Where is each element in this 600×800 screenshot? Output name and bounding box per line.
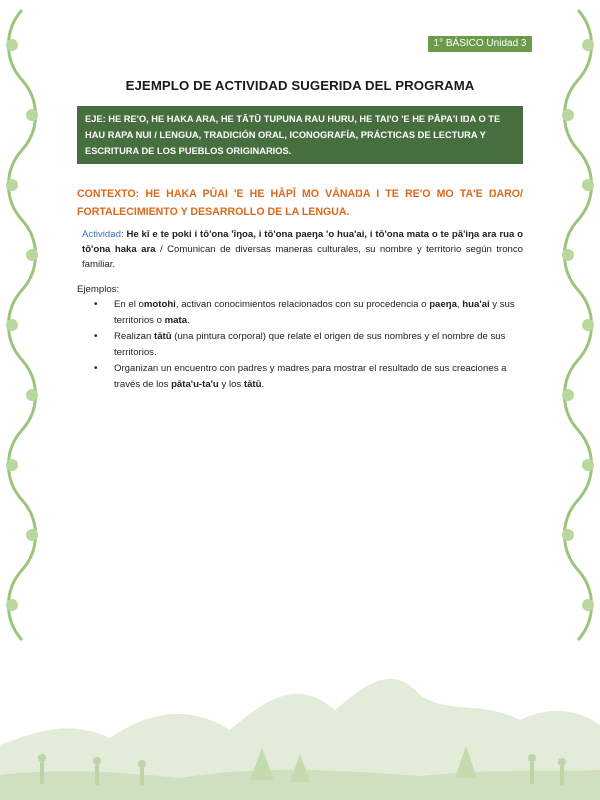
- item-text: ,: [456, 299, 463, 310]
- contexto-heading: CONTEXTO: HE HAKA PŪAI 'E HE HĀPĪ MO VĀNAŊA I TE RE'O MO TA'E ŊARO/ FORTALECIMIENTO Y DESARROLLO DE LA LENGUA.: [77, 188, 523, 218]
- item-text: .: [261, 379, 265, 390]
- item-bold-term: motohi: [143, 299, 176, 310]
- bullet-icon: •: [94, 363, 98, 374]
- item-bold-term: paeŋa: [429, 299, 457, 310]
- item-text: Organizan un encuentro con padres y madres para mostrar el resultado de sus creaciones a través de los: [114, 363, 507, 390]
- item-text: , activan conocimientos relacionados con su procedencia o: [175, 299, 430, 310]
- landscape-illustration: [0, 650, 600, 800]
- item-bold-term: tātū: [243, 379, 262, 390]
- bullet-icon: •: [94, 299, 98, 310]
- examples-label: Ejemplos:: [77, 284, 120, 295]
- item-text: y los: [218, 379, 244, 390]
- item-text: Realizan: [114, 331, 154, 342]
- activity-description: [82, 227, 523, 272]
- decorative-left-border: [0, 0, 44, 650]
- item-bold-term: hua'ai: [462, 299, 490, 310]
- bullet-icon: •: [94, 331, 98, 342]
- decorative-right-border: [556, 0, 600, 650]
- activity-label: Actividad: [82, 229, 121, 240]
- item-text: .: [187, 315, 190, 326]
- activity-spanish-text: / Comunican de diversas maneras culturales, su nombre y territorio según tronco familiar.: [82, 244, 523, 270]
- examples-list: [92, 297, 523, 393]
- item-bold-term: mata: [164, 315, 188, 326]
- activity-colon: :: [120, 229, 127, 240]
- item-bold-term: tātū: [154, 331, 172, 342]
- page-title: EJEMPLO DE ACTIVIDAD SUGERIDA DEL PROGRAMA: [125, 78, 475, 93]
- list-item: [92, 297, 523, 329]
- list-item: [92, 361, 523, 393]
- item-text: y sus territorios o: [114, 299, 515, 326]
- eje-box: EJE: HE RE'O, HE HAKA ARA, HE TĀTŪ TUPUNA RAU HURU, HE TAI'O 'E HE PĀPA'I IŊA O TE HAU RAPA NUI / LENGUA, TRADICIÓN ORAL, ICONOGRAFÍA, PRÁCTICAS DE LECTURA Y ESCRITURA DE LOS PUEBLOS ORIGINARIOS.: [77, 106, 523, 164]
- item-bold-term: pāta'u-ta'u: [171, 379, 219, 390]
- list-item: [92, 329, 523, 361]
- activity-rapanui-text: He kī e te poki i tō'ona 'īŋoa, i tō'ona paeŋa 'o hua'ai, i tō'ona mata o te pā'iŋa ara rua o tō'ona haka ara: [82, 229, 523, 255]
- item-text: (una pintura corporal) que relate el origen de sus nombres y el nombre de sus territorios.: [114, 331, 506, 358]
- grade-unit-badge: 1° BÁSICO Unidad 3: [428, 36, 532, 52]
- item-text: En el o: [114, 299, 144, 310]
